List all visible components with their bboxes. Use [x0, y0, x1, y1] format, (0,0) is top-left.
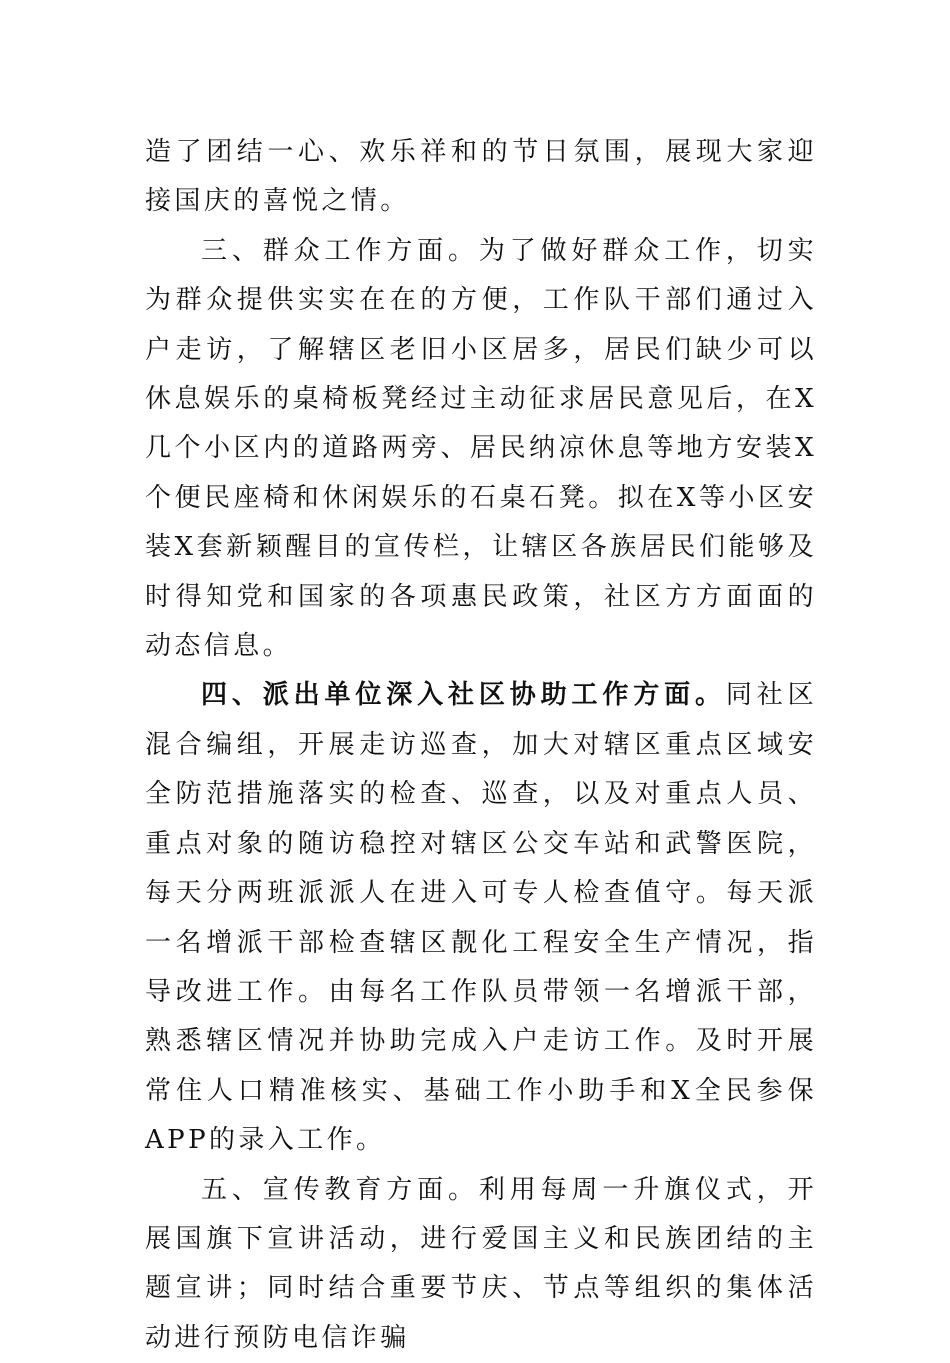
paragraph-continuation [145, 128, 817, 227]
paragraph-heading-bold: 四、派出单位深入社区协助工作方面。 [201, 680, 726, 711]
document-body [145, 128, 817, 1363]
paragraph-text: 造了团结一心、欢乐祥和的节日氛围，展现大家迎接国庆的喜悦之情。 [145, 137, 817, 217]
paragraph-publicity-education [145, 1166, 817, 1363]
paragraph-mass-work [145, 227, 817, 672]
paragraph-text: 三、群众工作方面。为了做好群众工作，切实为群众提供实实在在的方便，工作队干部们通过入户走访，了解辖区老旧小区居多，居民们缺少可以休息娱乐的桌椅板凳经过主动征求居民意见后，在X几个小区内的道路两旁、居民纳凉休息等地方安装X个便民座椅和休闲娱乐的石桌石凳。拟在X等小区安装X套新颖醒目的宣传栏，让辖区各族居民们能够及时得知党和国家的各项惠民政策，社区方方面面的动态信息。 [145, 235, 817, 662]
paragraph-text: 五、宣传教育方面。利用每周一升旗仪式，开展国旗下宣讲活动，进行爱国主义和民族团结的主题宣讲；同时结合重要节庆、节点等组织的集体活动进行预防电信诈骗 [145, 1174, 817, 1353]
paragraph-dispatched-units [145, 671, 817, 1165]
paragraph-text: 同社区混合编组，开展走访巡查，加大对辖区重点区域安全防范措施落实的检查、巡查，以及对重点人员、重点对象的随访稳控对辖区公交车站和武警医院，每天分两班派派人在进入可专人检查值守。每天派一名增派干部检查辖区靓化工程安全生产情况，指导改进工作。由每名工作队员带领一名增派干部，熟悉辖区情况并协助完成入户走访工作。及时开展常住人口精准核实、基础工作小助手和X全民参保APP的录入工作。 [145, 680, 817, 1156]
